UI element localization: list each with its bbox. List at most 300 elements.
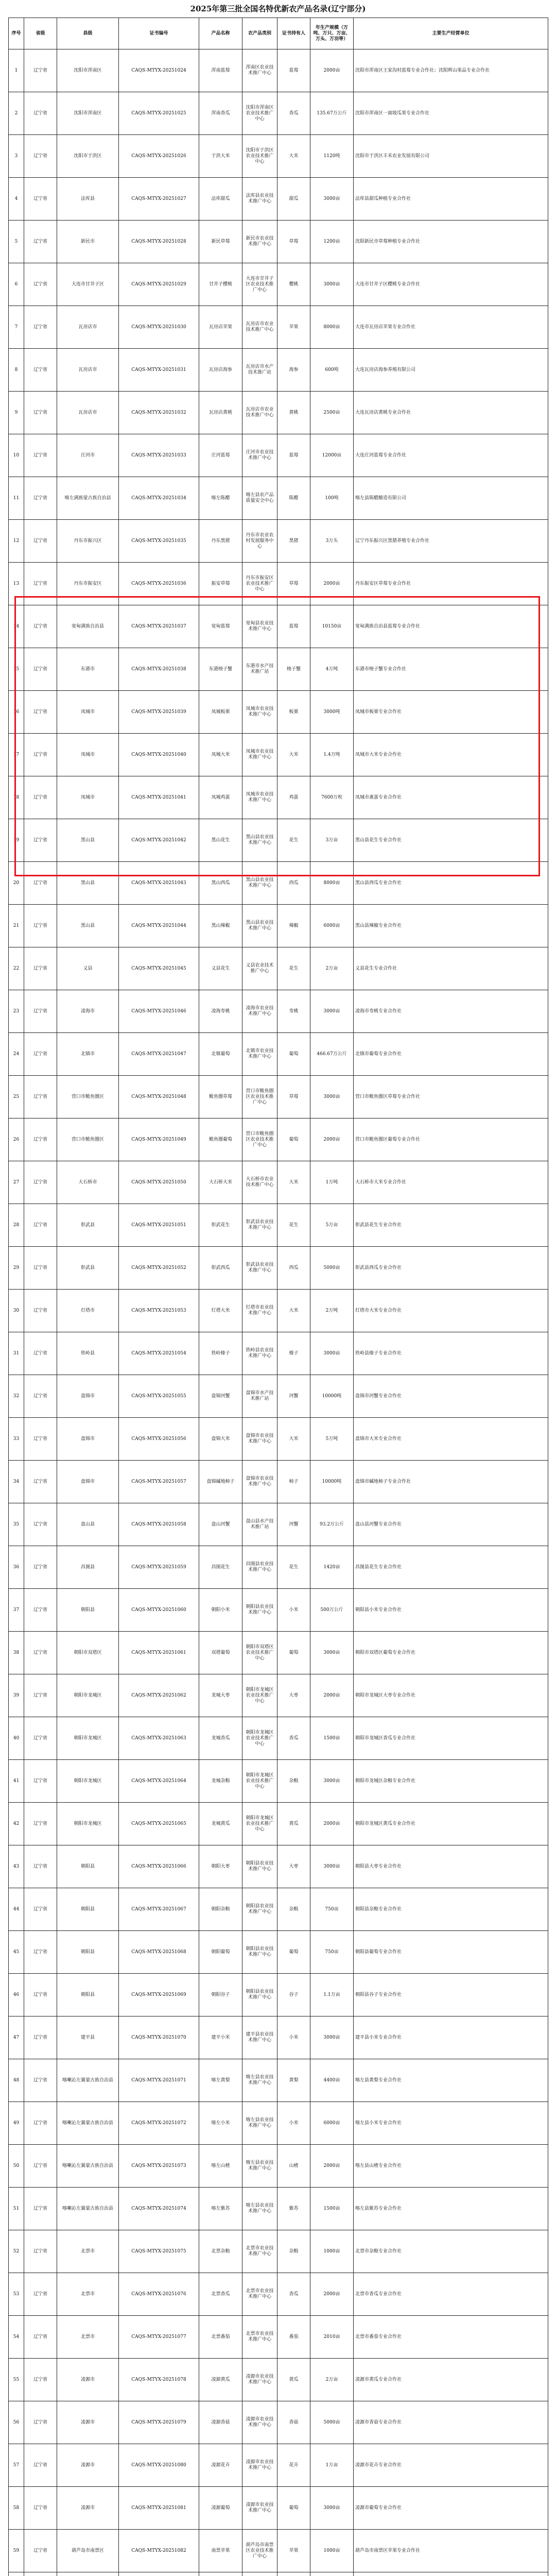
product-name-cell: 新民草莓 — [199, 221, 242, 263]
applicant-cell: 黑山县农业技术推广中心 — [242, 905, 277, 947]
scale-cell: 1420亩 — [310, 1546, 354, 1589]
category-cell: 辣椒 — [277, 905, 310, 947]
certificate-cell: CAQS-MTYX-20251058 — [119, 1503, 199, 1546]
serial-cell: 53 — [9, 2273, 24, 2316]
product-name-cell: 龙城大枣 — [199, 1674, 242, 1717]
table-row — [9, 1589, 548, 1632]
county-cell: 北票市 — [57, 2273, 119, 2316]
county-cell: 沈阳市于洪区 — [57, 135, 119, 178]
table-row — [9, 1161, 548, 1204]
product-name-cell: 铁岭榛子 — [199, 1332, 242, 1375]
applicant-cell: 朝阳县农业技术推广中心 — [242, 1589, 277, 1632]
table-row — [9, 1931, 548, 1974]
scale-cell: 135.67万公斤 — [310, 92, 354, 135]
product-name-cell: 朝阳葡萄 — [199, 1931, 242, 1974]
serial-cell: 58 — [9, 2487, 24, 2530]
county-cell: 营口市鲅鱼圈区 — [57, 1118, 119, 1161]
producer-cell: 朝阳县杂粮专业合作社 — [354, 1888, 548, 1931]
certificate-cell: CAQS-MTYX-20251033 — [119, 434, 199, 477]
product-name-cell: 朝阳杂粮 — [199, 1888, 242, 1931]
county-cell: 朝阳县 — [57, 1931, 119, 1974]
category-cell: 海参 — [277, 349, 310, 392]
province-cell: 辽宁省 — [24, 434, 57, 477]
certificate-cell: CAQS-MTYX-20251040 — [119, 734, 199, 776]
serial-cell: 42 — [9, 1803, 24, 1845]
applicant-cell: 营口市鲅鱼圈区农业技术推广中心 — [242, 1076, 277, 1118]
category-cell: 杂粮 — [277, 2230, 310, 2273]
product-name-cell: 龙城杂粮 — [199, 1760, 242, 1803]
serial-cell: 22 — [9, 947, 24, 990]
certificate-cell: CAQS-MTYX-20251041 — [119, 776, 199, 819]
province-cell: 辽宁省 — [24, 605, 57, 648]
applicant-cell: 沈阳市于洪区农业技术推广中心 — [242, 135, 277, 178]
product-name-cell: 北票番茄 — [199, 2316, 242, 2359]
scale-cell: 1.1万亩 — [310, 1974, 354, 2016]
product-name-cell: 于洪大米 — [199, 135, 242, 178]
county-cell: 朝阳县 — [57, 1974, 119, 2016]
category-cell: 苹果 — [277, 306, 310, 349]
province-cell: 辽宁省 — [24, 349, 57, 392]
applicant-cell: 黑山县农业技术推广中心 — [242, 819, 277, 862]
province-cell: 辽宁省 — [24, 1161, 57, 1204]
certificate-cell: CAQS-MTYX-20251029 — [119, 263, 199, 306]
certificate-cell: CAQS-MTYX-20251054 — [119, 1332, 199, 1375]
province-cell: 辽宁省 — [24, 2145, 57, 2188]
header-cell: 产品名称 — [199, 18, 242, 49]
serial-cell: 26 — [9, 1118, 24, 1161]
producer-cell: 彰武县花生专业合作社 — [354, 1204, 548, 1247]
table-row — [9, 135, 548, 178]
table-row — [9, 862, 548, 905]
certificate-cell: CAQS-MTYX-20251070 — [119, 2016, 199, 2059]
applicant-cell: 凌海市农业技术推广中心 — [242, 990, 277, 1033]
scale-cell: 10000吨 — [310, 1461, 354, 1503]
applicant-cell: 凤城市农业技术推广中心 — [242, 734, 277, 776]
serial-cell: 18 — [9, 776, 24, 819]
certificate-cell: CAQS-MTYX-20251049 — [119, 1118, 199, 1161]
table-row — [9, 2316, 548, 2359]
producer-cell: 大连瓦房店海参养殖有限公司 — [354, 349, 548, 392]
certificate-cell: CAQS-MTYX-20251063 — [119, 1717, 199, 1760]
scale-cell: 2500亩 — [310, 392, 354, 434]
scale-cell: 2000亩 — [310, 1118, 354, 1161]
serial-cell: 41 — [9, 1760, 24, 1803]
category-cell: 柿子 — [277, 1461, 310, 1503]
table-row — [9, 178, 548, 221]
applicant-cell: 葫芦岛市南票区农业技术推广中心 — [242, 2530, 277, 2572]
category-cell: 黄瓜 — [277, 2359, 310, 2401]
serial-cell: 30 — [9, 1290, 24, 1332]
applicant-cell — [242, 2572, 277, 2576]
header-cell: 县级 — [57, 18, 119, 49]
scale-cell: 2000亩 — [310, 49, 354, 92]
product-name-cell: 双塔葡萄 — [199, 1632, 242, 1674]
product-name-cell: 振安草莓 — [199, 563, 242, 605]
province-cell — [24, 2572, 57, 2576]
province-cell: 辽宁省 — [24, 1033, 57, 1076]
scale-cell: 8000亩 — [310, 862, 354, 905]
product-name-cell: 南票苹果 — [199, 2530, 242, 2572]
applicant-cell: 瓦房店市农业技术推广中心 — [242, 392, 277, 434]
serial-cell: 20 — [9, 862, 24, 905]
producer-cell: 铁岭县榛子专业合作社 — [354, 1332, 548, 1375]
table-row — [9, 648, 548, 691]
category-cell: 榛子 — [277, 1332, 310, 1375]
scale-cell: 3000亩 — [310, 263, 354, 306]
scale-cell: 750亩 — [310, 1888, 354, 1931]
scale-cell: 1000亩 — [310, 2230, 354, 2273]
header-cell: 主要生产经营单位 — [354, 18, 548, 49]
scale-cell: 12000亩 — [310, 434, 354, 477]
product-name-cell: 大石桥大米 — [199, 1161, 242, 1204]
province-cell: 辽宁省 — [24, 1931, 57, 1974]
product-name-cell: 瓦房店黄桃 — [199, 392, 242, 434]
category-cell: 香瓜 — [277, 2273, 310, 2316]
province-cell: 辽宁省 — [24, 1760, 57, 1803]
county-cell: 朝阳市龙城区 — [57, 1803, 119, 1845]
category-cell: 大米 — [277, 1418, 310, 1461]
county-cell: 凌海市 — [57, 990, 119, 1033]
category-cell: 大米 — [277, 1290, 310, 1332]
certificate-cell: CAQS-MTYX-20251060 — [119, 1589, 199, 1632]
producer-cell: 沈阳市浑南区一面坡瓜果专业合作社 — [354, 92, 548, 135]
product-name-cell: 凤城板栗 — [199, 691, 242, 734]
table-row — [9, 221, 548, 263]
county-cell: 盘锦市 — [57, 1461, 119, 1503]
certificate-cell: CAQS-MTYX-20251061 — [119, 1632, 199, 1674]
producer-cell: 凤城市板栗专业合作社 — [354, 691, 548, 734]
table-row — [9, 819, 548, 862]
producer-cell: 盘锦市河蟹专业合作社 — [354, 1375, 548, 1418]
province-cell: 辽宁省 — [24, 2273, 57, 2316]
serial-cell: 31 — [9, 1332, 24, 1375]
producer-cell: 凌源市花卉专业合作社 — [354, 2444, 548, 2487]
certificate-cell: CAQS-MTYX-20251064 — [119, 1760, 199, 1803]
county-cell: 庄河市 — [57, 434, 119, 477]
applicant-cell: 庄河市农业技术推广中心 — [242, 434, 277, 477]
table-row — [9, 49, 548, 92]
producer-cell: 大连市瓦房店苹果专业合作社 — [354, 306, 548, 349]
scale-cell: 1200亩 — [310, 221, 354, 263]
producer-cell: 凌源市葡萄专业合作社 — [354, 2487, 548, 2530]
county-cell: 彰武县 — [57, 1204, 119, 1247]
applicant-cell: 黑山县农业技术推广中心 — [242, 862, 277, 905]
province-cell: 辽宁省 — [24, 1503, 57, 1546]
scale-cell: 3000亩 — [310, 1632, 354, 1674]
serial-cell: 11 — [9, 477, 24, 520]
certificate-cell — [119, 2572, 199, 2576]
certificate-cell: CAQS-MTYX-20251062 — [119, 1674, 199, 1717]
category-cell: 大米 — [277, 1161, 310, 1204]
scale-cell: 6000亩 — [310, 905, 354, 947]
category-cell: 花生 — [277, 1546, 310, 1589]
table-row — [9, 1076, 548, 1118]
applicant-cell: 北票市农业技术推广中心 — [242, 2316, 277, 2359]
certificate-cell: CAQS-MTYX-20251030 — [119, 306, 199, 349]
county-cell: 新民市 — [57, 221, 119, 263]
scale-cell: 2000亩 — [310, 1803, 354, 1845]
certificate-cell: CAQS-MTYX-20251048 — [119, 1076, 199, 1118]
certificate-cell: CAQS-MTYX-20251051 — [119, 1204, 199, 1247]
producer-cell: 朝阳市双塔区葡萄专业合作社 — [354, 1632, 548, 1674]
product-name-cell: 黑山辣椒 — [199, 905, 242, 947]
province-cell: 辽宁省 — [24, 2401, 57, 2444]
county-cell: 盘山县 — [57, 1503, 119, 1546]
product-name-cell: 凌海寿桃 — [199, 990, 242, 1033]
product-name-cell: 盘锦河蟹 — [199, 1375, 242, 1418]
applicant-cell: 丹东市农业农村发展服务中心 — [242, 520, 277, 563]
applicant-cell: 宽甸县农业技术推广中心 — [242, 605, 277, 648]
category-cell: 大米 — [277, 734, 310, 776]
scale-cell: 2000亩 — [310, 1674, 354, 1717]
product-name-cell: 瓦房店海参 — [199, 349, 242, 392]
applicant-cell: 北票市农业技术推广中心 — [242, 2273, 277, 2316]
category-cell: 花生 — [277, 947, 310, 990]
certificate-cell: CAQS-MTYX-20251059 — [119, 1546, 199, 1589]
serial-cell: 35 — [9, 1503, 24, 1546]
county-cell: 黑山县 — [57, 905, 119, 947]
header-cell: 农产品类别 — [242, 18, 277, 49]
product-name-cell: 喀左小米 — [199, 2102, 242, 2145]
category-cell: 紫苏 — [277, 2188, 310, 2230]
scale-cell: 3000亩 — [310, 2487, 354, 2530]
product-name-cell: 黑山西瓜 — [199, 862, 242, 905]
category-cell: 梭子蟹 — [277, 648, 310, 691]
producer-cell: 建平县小米专业合作社 — [354, 2016, 548, 2059]
province-cell: 辽宁省 — [24, 178, 57, 221]
producer-cell: 沈阳市于洪区丰禾农业发展有限公司 — [354, 135, 548, 178]
table-row — [9, 1332, 548, 1375]
producer-cell: 沈阳市浑南区王家沟村蓝莓专业合作社；沈阳辉山果品专业合作社 — [354, 49, 548, 92]
producer-cell: 喀左县小米专业合作社 — [354, 2102, 548, 2145]
province-cell: 辽宁省 — [24, 1461, 57, 1503]
category-cell: 草莓 — [277, 1076, 310, 1118]
certificate-cell: CAQS-MTYX-20251038 — [119, 648, 199, 691]
scale-cell: 750亩 — [310, 1931, 354, 1974]
scale-cell: 3000亩 — [310, 1076, 354, 1118]
county-cell: 朝阳市龙城区 — [57, 1717, 119, 1760]
serial-cell: 23 — [9, 990, 24, 1033]
table-row — [9, 2530, 548, 2572]
province-cell: 辽宁省 — [24, 1632, 57, 1674]
table-row — [9, 2230, 548, 2273]
certificate-cell: CAQS-MTYX-20251081 — [119, 2487, 199, 2530]
applicant-cell: 昌图县农业技术推广中心 — [242, 1546, 277, 1589]
scale-cell: 1.4万吨 — [310, 734, 354, 776]
producer-cell: 北票市香瓜专业合作社 — [354, 2273, 548, 2316]
certificate-cell: CAQS-MTYX-20251044 — [119, 905, 199, 947]
table-row — [9, 263, 548, 306]
county-cell: 朝阳县 — [57, 1845, 119, 1888]
province-cell: 辽宁省 — [24, 1247, 57, 1290]
producer-cell: 北票市杂粮专业合作社 — [354, 2230, 548, 2273]
province-cell: 辽宁省 — [24, 1974, 57, 2016]
category-cell: 蓝莓 — [277, 49, 310, 92]
applicant-cell: 凌源市农业技术推广中心 — [242, 2401, 277, 2444]
scale-cell: 500万公斤 — [310, 1589, 354, 1632]
serial-cell: 57 — [9, 2444, 24, 2487]
applicant-cell: 朝阳市龙城区农业技术推广中心 — [242, 1760, 277, 1803]
scale-cell: 5万亩 — [310, 1204, 354, 1247]
province-cell: 辽宁省 — [24, 1290, 57, 1332]
category-cell: 草莓 — [277, 221, 310, 263]
applicant-cell: 喀左县农业技术推广中心 — [242, 2102, 277, 2145]
table-row — [9, 2059, 548, 2102]
province-cell: 辽宁省 — [24, 862, 57, 905]
producer-cell: 朝阳市龙城区杂粮专业合作社 — [354, 1760, 548, 1803]
applicant-cell: 朝阳县农业技术推广中心 — [242, 1974, 277, 2016]
county-cell: 喀喇沁左翼蒙古族自治县 — [57, 2145, 119, 2188]
certificate-cell: CAQS-MTYX-20251026 — [119, 135, 199, 178]
table-row — [9, 1674, 548, 1717]
producer-cell: 朝阳市龙城区黄瓜专业合作社 — [354, 1803, 548, 1845]
serial-cell: 55 — [9, 2359, 24, 2401]
category-cell: 陈醋 — [277, 477, 310, 520]
scale-cell: 5万吨 — [310, 1418, 354, 1461]
applicant-cell: 沈阳市浑南区农业技术推广中心 — [242, 92, 277, 135]
applicant-cell: 朝阳县农业技术推广中心 — [242, 1931, 277, 1974]
county-cell: 丹东市振兴区 — [57, 520, 119, 563]
serial-cell: 16 — [9, 691, 24, 734]
category-cell: 黄桃 — [277, 392, 310, 434]
producer-cell: 东港市梭子蟹专业合作社 — [354, 648, 548, 691]
province-cell: 辽宁省 — [24, 2016, 57, 2059]
scale-cell: 2000亩 — [310, 2145, 354, 2188]
applicant-cell: 朝阳市龙城区农业技术推广中心 — [242, 1674, 277, 1717]
serial-cell: 27 — [9, 1161, 24, 1204]
certificate-cell: CAQS-MTYX-20251077 — [119, 2316, 199, 2359]
serial-cell: 48 — [9, 2059, 24, 2102]
scale-cell: 100吨 — [310, 477, 354, 520]
category-cell: 西瓜 — [277, 862, 310, 905]
scale-cell: 1500亩 — [310, 1717, 354, 1760]
province-cell: 辽宁省 — [24, 776, 57, 819]
province-cell: 辽宁省 — [24, 563, 57, 605]
serial-cell: 14 — [9, 605, 24, 648]
certificate-cell: CAQS-MTYX-20251074 — [119, 2188, 199, 2230]
county-cell: 凌源市 — [57, 2401, 119, 2444]
applicant-cell: 北票市农业技术推广中心 — [242, 2230, 277, 2273]
province-cell: 辽宁省 — [24, 734, 57, 776]
county-cell: 喀喇沁左翼蒙古族自治县 — [57, 2059, 119, 2102]
county-cell: 凌源市 — [57, 2359, 119, 2401]
category-cell: 鸡蛋 — [277, 776, 310, 819]
certificate-cell: CAQS-MTYX-20251045 — [119, 947, 199, 990]
table-row — [9, 605, 548, 648]
scale-cell: 5000亩 — [310, 2401, 354, 2444]
producer-cell: 朝阳县谷子专业合作社 — [354, 1974, 548, 2016]
county-cell: 朝阳县 — [57, 1888, 119, 1931]
table-row — [9, 1888, 548, 1931]
category-cell: 杂粮 — [277, 1888, 310, 1931]
product-name-cell: 北镇葡萄 — [199, 1033, 242, 1076]
producer-cell: 黑山县花生专业合作社 — [354, 819, 548, 862]
producer-cell: 宽甸满族自治县蓝莓专业合作社 — [354, 605, 548, 648]
serial-cell: 17 — [9, 734, 24, 776]
county-cell: 盘锦市 — [57, 1418, 119, 1461]
county-cell: 北镇市 — [57, 1033, 119, 1076]
product-name-cell: 喀左陈醋 — [199, 477, 242, 520]
province-cell: 辽宁省 — [24, 990, 57, 1033]
applicant-cell: 喀左县农产品质量安全中心 — [242, 477, 277, 520]
product-name-cell: 甘井子樱桃 — [199, 263, 242, 306]
table-row — [9, 520, 548, 563]
county-cell: 凌源市 — [57, 2444, 119, 2487]
table-row — [9, 1974, 548, 2016]
product-name-cell: 宽甸蓝莓 — [199, 605, 242, 648]
serial-cell: 50 — [9, 2145, 24, 2188]
producer-cell: 北票市番茄专业合作社 — [354, 2316, 548, 2359]
certificate-cell: CAQS-MTYX-20251056 — [119, 1418, 199, 1461]
applicant-cell: 盘锦市农业技术推广中心 — [242, 1461, 277, 1503]
certificate-cell: CAQS-MTYX-20251050 — [119, 1161, 199, 1204]
county-cell: 黑山县 — [57, 862, 119, 905]
certificate-cell: CAQS-MTYX-20251055 — [119, 1375, 199, 1418]
county-cell: 盘锦市 — [57, 1375, 119, 1418]
certificate-cell: CAQS-MTYX-20251069 — [119, 1974, 199, 2016]
header-cell: 证书编号 — [119, 18, 199, 49]
certificate-cell: CAQS-MTYX-20251025 — [119, 92, 199, 135]
applicant-cell: 铁岭县农业技术推广中心 — [242, 1332, 277, 1375]
certificate-cell: CAQS-MTYX-20251042 — [119, 819, 199, 862]
table-row — [9, 1204, 548, 1247]
county-cell: 瓦房店市 — [57, 392, 119, 434]
county-cell: 沈阳市浑南区 — [57, 92, 119, 135]
product-table — [8, 18, 548, 2576]
serial-cell: 52 — [9, 2230, 24, 2273]
category-cell: 樱桃 — [277, 263, 310, 306]
scale-cell: 2万亩 — [310, 2359, 354, 2401]
certificate-cell: CAQS-MTYX-20251052 — [119, 1247, 199, 1290]
serial-cell: 5 — [9, 221, 24, 263]
product-name-cell: 庄河蓝莓 — [199, 434, 242, 477]
applicant-cell: 瓦房店市水产技术推广站 — [242, 349, 277, 392]
producer-cell: 北镇市葡萄专业合作社 — [354, 1033, 548, 1076]
table-row — [9, 1546, 548, 1589]
table-body — [9, 49, 548, 2576]
table-row — [9, 2401, 548, 2444]
serial-cell: 45 — [9, 1931, 24, 1974]
province-cell: 辽宁省 — [24, 2530, 57, 2572]
certificate-cell: CAQS-MTYX-20251053 — [119, 1290, 199, 1332]
producer-cell: 丹东振安区草莓专业合作社 — [354, 563, 548, 605]
county-cell: 大连市甘井子区 — [57, 263, 119, 306]
province-cell: 辽宁省 — [24, 1589, 57, 1632]
province-cell: 辽宁省 — [24, 92, 57, 135]
county-cell: 灯塔市 — [57, 1290, 119, 1332]
serial-cell: 25 — [9, 1076, 24, 1118]
certificate-cell: CAQS-MTYX-20251057 — [119, 1461, 199, 1503]
serial-cell: 38 — [9, 1632, 24, 1674]
province-cell: 辽宁省 — [24, 520, 57, 563]
producer-cell: 黑山县西瓜专业合作社 — [354, 862, 548, 905]
county-cell: 丹东市振安区 — [57, 563, 119, 605]
province-cell: 辽宁省 — [24, 1674, 57, 1717]
certificate-cell: CAQS-MTYX-20251032 — [119, 392, 199, 434]
certificate-cell: CAQS-MTYX-20251047 — [119, 1033, 199, 1076]
table-row — [9, 2145, 548, 2188]
table-row — [9, 477, 548, 520]
serial-cell: 21 — [9, 905, 24, 947]
table-row — [9, 349, 548, 392]
county-cell: 建平县 — [57, 2016, 119, 2059]
producer-cell: 大连市甘井子区樱桃专业合作社 — [354, 263, 548, 306]
applicant-cell: 喀左县农业技术推广中心 — [242, 2059, 277, 2102]
certificate-cell: CAQS-MTYX-20251078 — [119, 2359, 199, 2401]
product-name-cell: 朝阳小米 — [199, 1589, 242, 1632]
serial-cell: 19 — [9, 819, 24, 862]
product-name-cell: 义县花生 — [199, 947, 242, 990]
